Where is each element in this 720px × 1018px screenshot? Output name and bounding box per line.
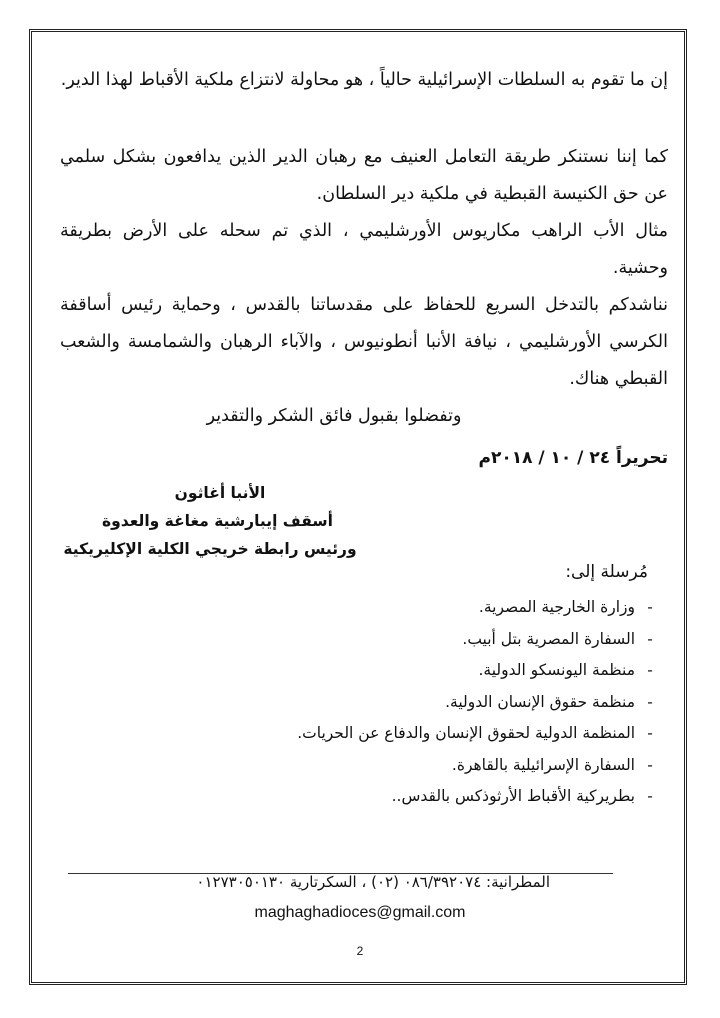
signature-title-2: ورئيس رابطة خريجي الكلية الإكليريكية	[63, 540, 357, 558]
signature-title-1: أسقف إيبارشية مغاغة والعدوة	[102, 512, 333, 530]
list-item: -المنظمة الدولية لحقوق الإنسان والدفاع عن الحريات.	[297, 724, 653, 742]
recipients-list	[297, 592, 665, 813]
list-item: -وزارة الخارجية المصرية.	[478, 598, 653, 616]
paragraph-4: نناشدكم بالتدخل السريع للحفاظ على مقدساتنا بالقدس ، وحماية رئيس أساقفة الكرسي الأورشليمي ، نيافة الأنبا أنطونيوس ، والآباء الرهبان والشمامسة والشعب القبطي هناك.	[60, 295, 668, 389]
footer-phone: المطرانية: ٠٨٦/٣٩٢٠٧٤ (٠٢) ، السكرتارية ٠١٢٧٣٠٥٠١٣٠	[196, 873, 550, 891]
paragraph-1: إن ما تقوم به السلطات الإسرائيلية حالياً ، هو محاولة لانتزاع ملكية الأقباط لهذا الدير.	[60, 70, 668, 90]
recipients-title: مُرسلة إلى:	[565, 562, 648, 582]
list-item: -منظمة اليونسكو الدولية.	[478, 661, 653, 679]
list-item: -السفارة المصرية بتل أبيب.	[462, 629, 653, 648]
footer-email[interactable]: maghaghadioces@gmail.com	[254, 904, 466, 921]
letter-date: تحريراً ٢٤ / ١٠ / ٢٠١٨م	[478, 448, 668, 468]
closing-line: وتفضلوا بقبول فائق الشكر والتقدير	[206, 406, 462, 426]
paragraph-3: مثال الأب الراهب مكاريوس الأورشليمي ، الذي تم سحله على الأرض بطريقة وحشية.	[60, 221, 668, 278]
list-item: -بطريركية الأقباط الأرثوذكس بالقدس..	[391, 787, 653, 805]
paragraph-2: كما إننا نستنكر طريقة التعامل العنيف مع رهبان الدير الذين يدافعون بشكل سلمي عن حق الكنيسة القبطية في ملكية دير السلطان.	[60, 147, 668, 204]
list-item: -منظمة حقوق الإنسان الدولية.	[445, 692, 653, 711]
list-item: -السفارة الإسرائيلية بالقاهرة.	[451, 755, 653, 774]
signature-name: الأنبا أغاثون	[174, 484, 266, 502]
page-number: 2	[356, 944, 364, 958]
